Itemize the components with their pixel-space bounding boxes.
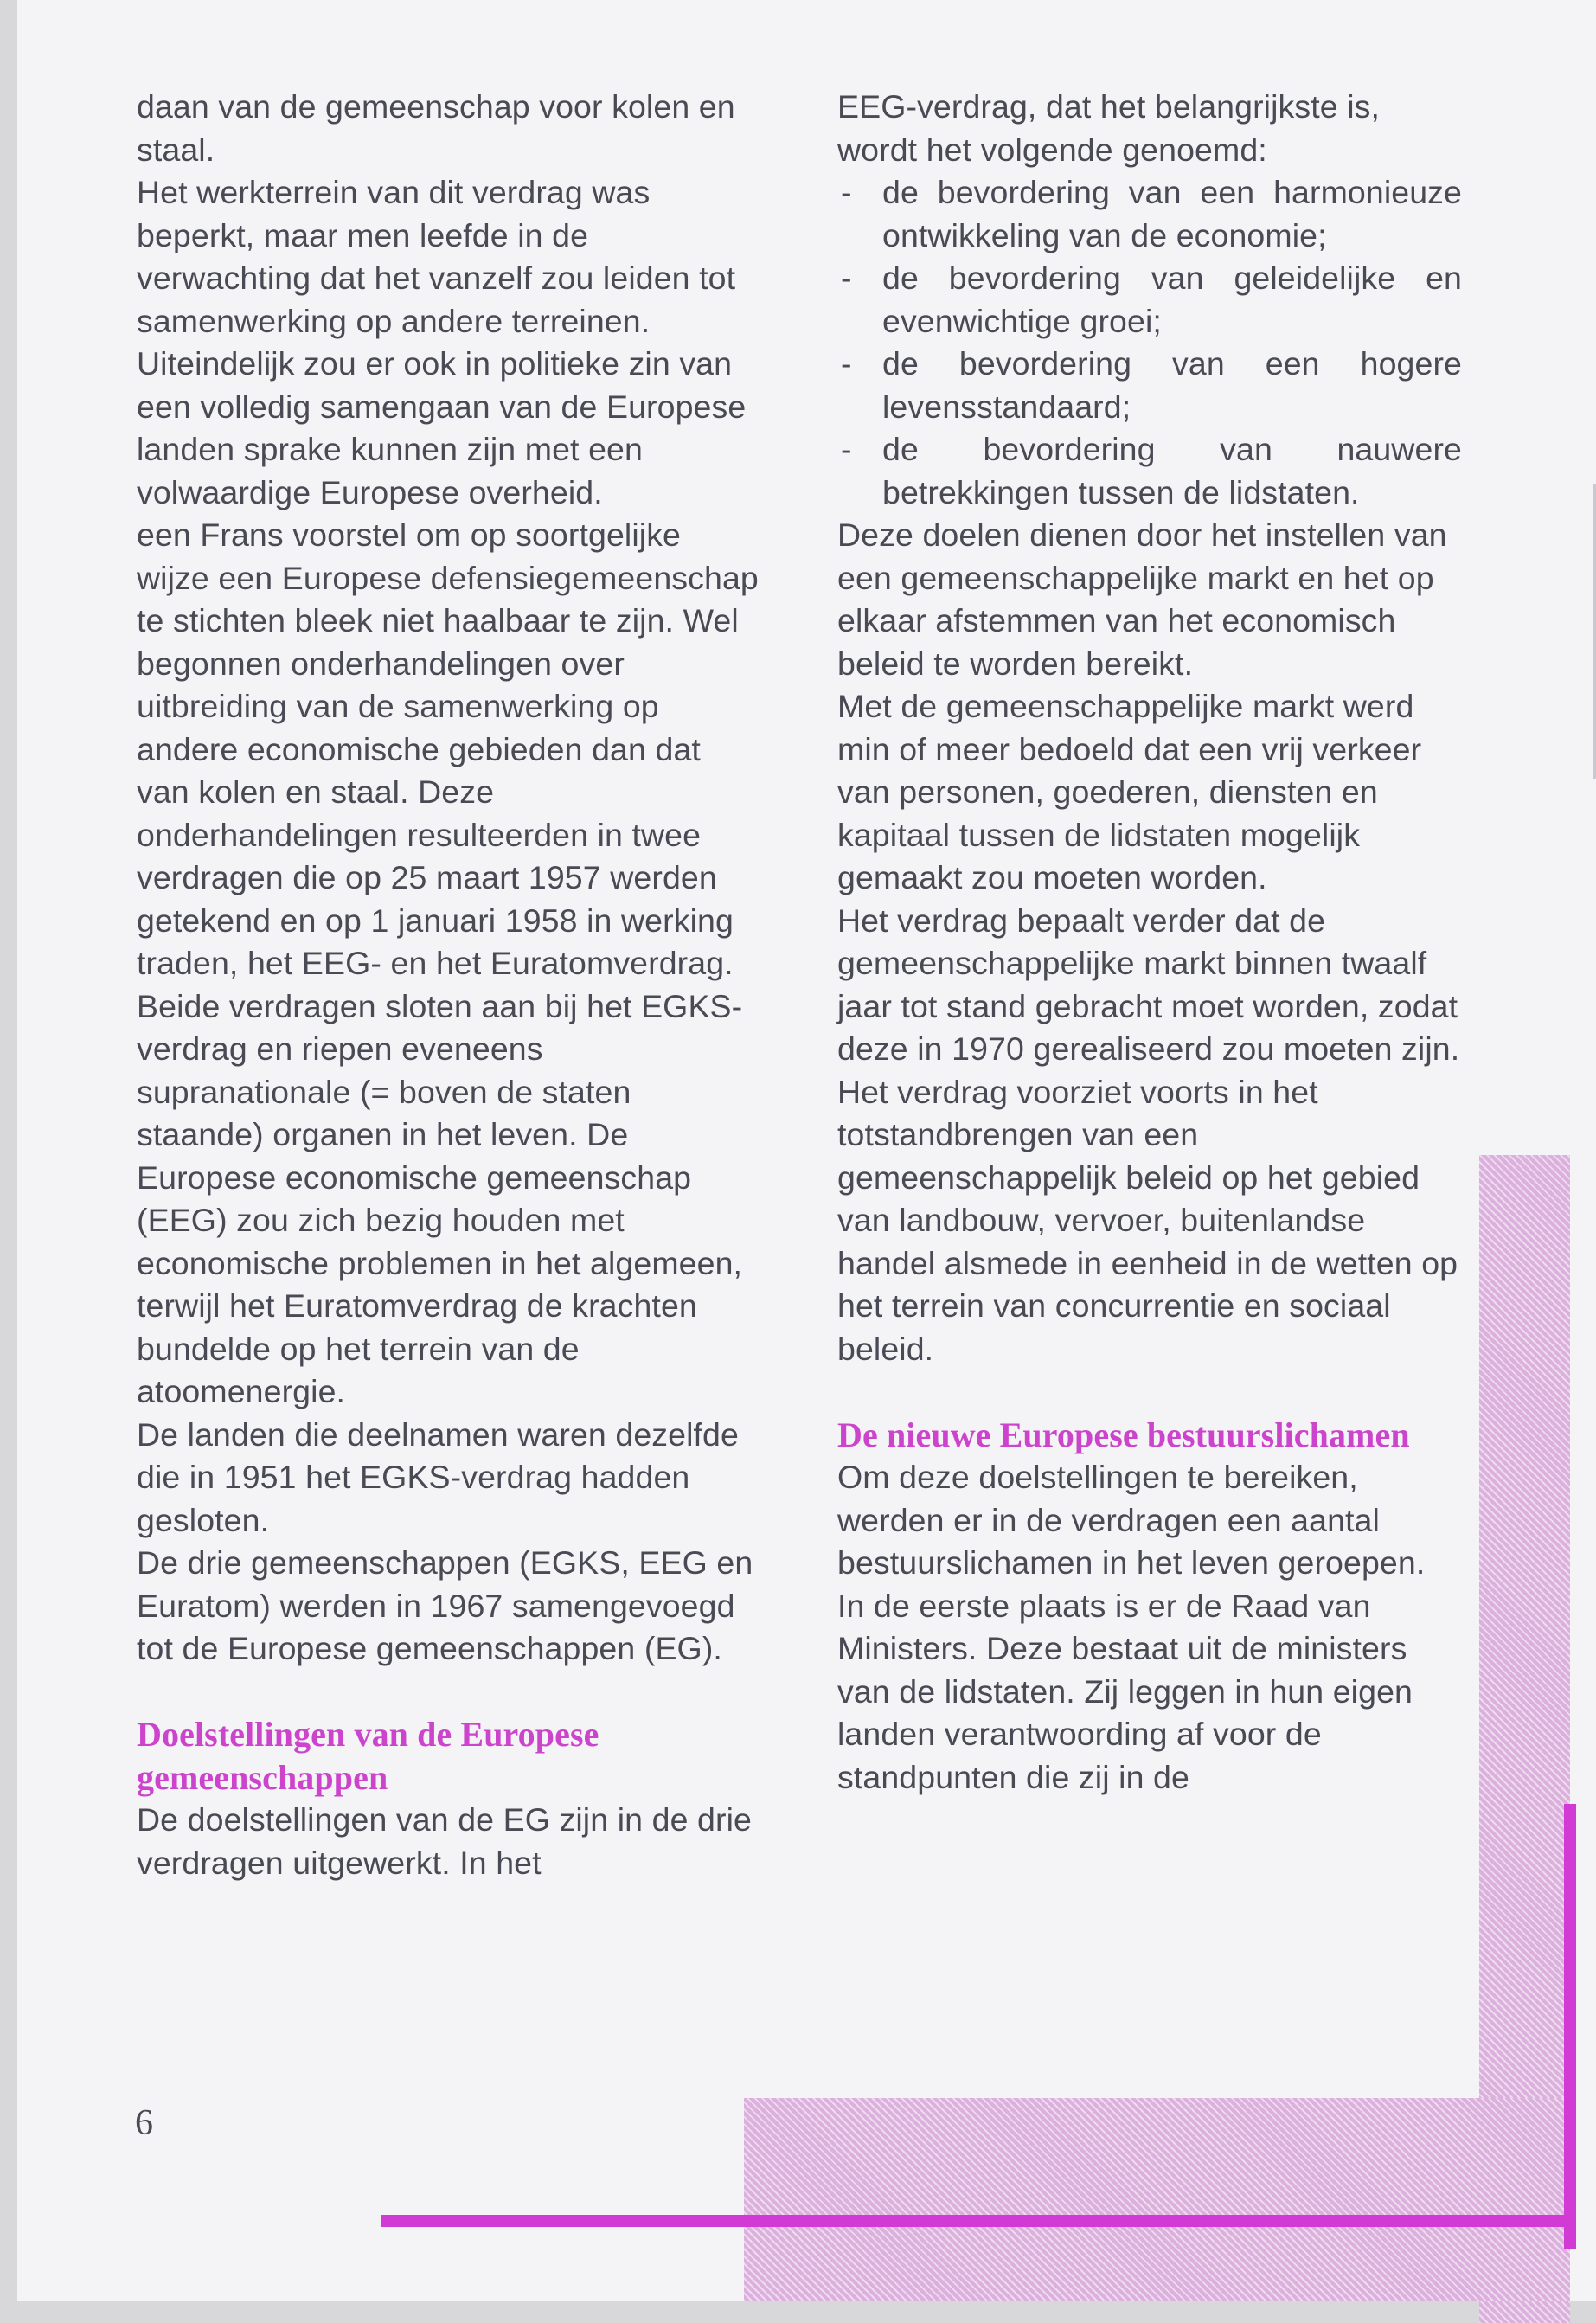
paragraph: De landen die deelnamen waren dezelfde die in 1951 het EGKS-verdrag hadden gesloten. [137,1415,739,1538]
decorative-pattern-bottom [744,2098,1570,2301]
paragraph: daan van de gemeenschap voor kolen en staal. [137,88,735,168]
paragraph: een Frans voorstel om op soortgelijke wijze een Europese defensiegemeenschap te stichten bleek niet haalbaar te zijn. Wel begonnen onderhandelingen over uitbreiding van de samenwerking op andere economische gebieden dan dat van kolen en staal. Deze onderhandelingen resulteerden in twee verdragen die op 25 maart 1957 werden getekend en op 1 januari 1958 in werking traden, het EEG- en het Euratomverdrag. Beide verdragen sloten aan bij het EGKS-verdrag en riepen eveneens supranationale (= boven de staten staande) organen in het leven. De Europese economische gemeenschap (EEG) zou zich bezig houden met economische problemen in het algemeen, terwijl het Euratomverdrag de krachten bundelde op het terrein van de atoomenergie. [137,517,759,1409]
paragraph: Deze doelen dienen door het instellen van een gemeenschappelijke markt en het op elkaar afstemmen van het economisch beleid te worden bereikt. [837,517,1447,682]
paragraph: EEG-verdrag, dat het belangrijkste is, wordt het volgende genoemd: [837,88,1381,168]
accent-line-vertical [1564,1804,1576,2249]
paragraph: Met de gemeenschappelijke markt werd min of meer bedoeld dat een vrij verkeer van personen, goederen, diensten en kapitaal tussen de lidstaten mogelijk gemaakt zou moeten worden. [837,688,1422,895]
paragraph: Het verdrag voorziet voorts in het totstandbrengen van een gemeenschappelijk beleid op het gebied van landbouw, vervoer, buitenlandse handel alsmede in eenheid in de wetten op het terrein van concurrentie en sociaal beleid. [837,1073,1458,1367]
section-heading: Doelstellingen van de Europese gemeenschappen [137,1715,599,1797]
document-page [17,0,1596,2301]
bullet-item: - de bevordering van een hogere levensstandaard; [837,343,1462,428]
right-column [837,86,1462,1799]
paragraph: De drie gemeenschappen (EGKS, EEG en Euratom) werden in 1967 samengevoegd tot de Europese gemeenschappen (EG). [137,1544,753,1666]
bullet-list [837,171,1462,514]
panel-mask [826,1869,1479,2098]
left-column [137,86,760,1884]
bullet-item: - de bevordering van geleidelijke en evenwichtige groei; [837,257,1462,343]
paragraph: In de eerste plaats is er de Raad van Ministers. Deze bestaat uit de ministers van de lidstaten. Zij leggen in hun eigen landen verantwoording af voor de standpunten die zij in de [837,1587,1413,1795]
bullet-item: - de bevordering van een harmonieuze ontwikkeling van de economie; [837,171,1462,257]
page-number: 6 [135,2103,153,2143]
paragraph: Om deze doelstellingen te bereiken, werden er in de verdragen een aantal bestuurslichamen in het leven geroepen. [837,1459,1426,1581]
accent-line-horizontal [381,2215,1576,2227]
paragraph: Het werkterrein van dit verdrag was beperkt, maar men leefde in de verwachting dat het vanzelf zou leiden tot samenwerking op andere terreinen. Uiteindelijk zou er ook in politieke zin van een volledig samengaan van de Europese landen sprake kunnen zijn met een volwaardige Europese overheid. [137,174,747,510]
paragraph: De doelstellingen van de EG zijn in de drie verdragen uitgewerkt. In het [137,1801,752,1881]
paragraph: Het verdrag bepaalt verder dat de gemeenschappelijke markt binnen twaalf jaar tot stand gebracht moet worden, zodat deze in 1970 gerealiseerd zou moeten zijn. [837,902,1460,1067]
section-heading: De nieuwe Europese bestuurslichamen [837,1415,1410,1454]
page-edge-shadow [1593,484,1596,779]
bullet-item: - de bevordering van nauwere betrekkingen tussen de lidstaten. [837,428,1462,514]
